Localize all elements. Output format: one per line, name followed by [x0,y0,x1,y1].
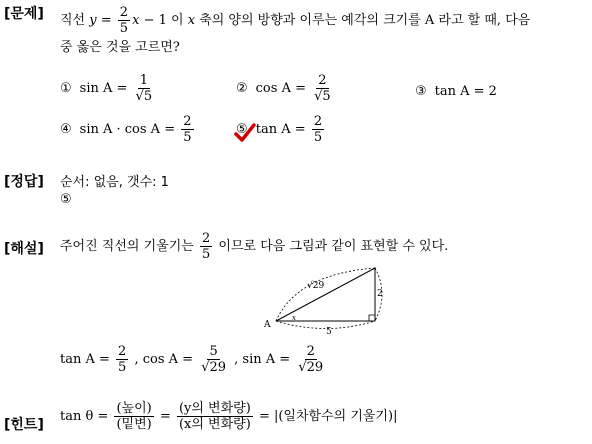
explanation-label: [해설] [4,241,44,257]
explanation-results: tan A = $\frac{2}{5}$ , cos A = $\frac{5}{√29}$ , sin A = $\frac{2}{√29}$ [60,344,324,375]
problem-line-1: 직선 y = $\frac{2}{5}$ x − 1 이 x 축의 양의 방향과 이루는 예각의 크기를 A 라고 할 때, 다음 [60,5,531,36]
problem-label: [문제] [4,6,44,22]
hyp-label: √29 [307,281,325,291]
answer-label: [정답] [4,174,44,190]
problem-line-2: 중 옳은 것을 고르면? [60,40,180,55]
right-triangle [276,268,375,321]
option-1[interactable]: ① sin A = $\frac{1}{√5}$ [60,73,153,104]
vertical-label: 2 [377,289,383,299]
horizontal-label: 5 [326,327,332,336]
answer-line-2: ⑤ [60,192,72,207]
checkmark-icon [234,123,256,143]
option-2[interactable]: ② cos A = $\frac{2}{√5}$ [236,73,331,104]
option-3[interactable]: ③ tan A = 2 [415,84,497,99]
hint-label: [힌트] [4,417,44,433]
explanation-line-1: 주어진 직선의 기울기는 $\frac{2}{5}$ 이므로 다음 그림과 같이 표현할 수 있다. [60,231,449,262]
option-5[interactable]: ⑤ tan A = $\frac{2}{5}$ [236,114,323,145]
angle-label: x [292,314,296,322]
hint-formula: tan θ = $\frac{\text{(높이)}}{\text{(밑변)}}$ = $\frac{\text{(y의 변화량)}}{\text{(x의 변화량)}}$ = |(일차함수의 기울기)| [60,401,398,432]
option-4[interactable]: ④ sin A · cos A = $\frac{2}{5}$ [60,114,192,145]
triangle-figure [262,264,392,336]
right-angle-mark [369,315,375,321]
vertex-label: A [264,320,271,330]
answer-line-1: 순서: 없음, 갯수: 1 [60,175,169,190]
